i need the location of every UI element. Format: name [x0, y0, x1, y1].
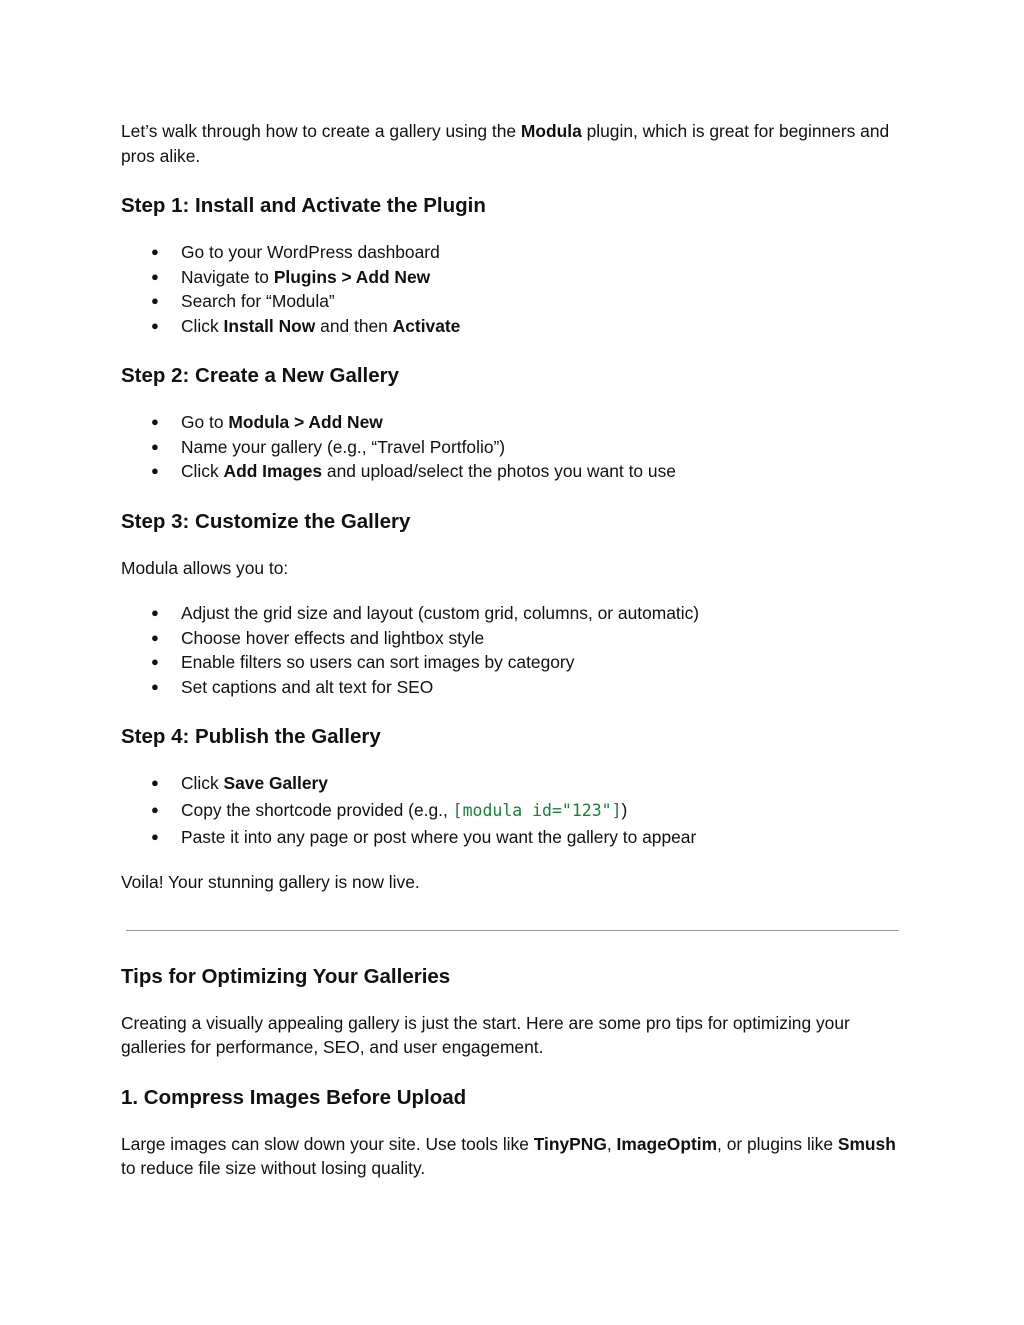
step3-list — [121, 601, 901, 699]
bullet-icon: ● — [151, 463, 159, 478]
bullet-icon: ● — [151, 828, 159, 844]
bullet-icon: ● — [151, 293, 159, 308]
horizontal-divider — [126, 930, 899, 931]
list-item: ● Search for “Modula” — [121, 289, 901, 314]
list-item: ● Go to your WordPress dashboard — [121, 240, 901, 265]
bullet-icon: ● — [151, 775, 159, 790]
intro-paragraph: Let’s walk through how to create a gallery using the Modula plugin, which is great for beginners and pros alike. — [121, 121, 890, 166]
bullet-icon: ● — [151, 244, 159, 259]
bullet-icon: ● — [151, 629, 159, 645]
bullet-icon: ● — [151, 605, 159, 620]
bullet-icon: ● — [151, 317, 159, 333]
list-item: ● Copy the shortcode provided (e.g., [modula id="123"]) — [121, 796, 901, 825]
document-page — [121, 119, 901, 1181]
tips-paragraph: Creating a visually appealing gallery is just the start. Here are some pro tips for optimizing your galleries for performance, SEO, and user engagement. — [121, 1012, 850, 1057]
bullet-icon: ● — [151, 438, 159, 454]
list-item: ● Navigate to Plugins > Add New — [121, 265, 901, 290]
bullet-icon: ● — [151, 801, 159, 817]
step2-list — [121, 410, 901, 484]
list-item: ● Choose hover effects and lightbox style — [121, 626, 901, 651]
shortcode-code: [modula id="123"] — [452, 800, 622, 820]
list-item: ● Go to Modula > Add New — [121, 410, 901, 435]
bullet-icon: ● — [151, 268, 159, 284]
step1-list — [121, 240, 901, 338]
list-item: ● Click Install Now and then Activate — [121, 314, 901, 339]
tip1-heading: 1. Compress Images Before Upload — [121, 1085, 467, 1109]
list-item: ● Set captions and alt text for SEO — [121, 675, 901, 700]
list-item: ● Paste it into any page or post where you want the gallery to appear — [121, 825, 901, 850]
tips-heading: Tips for Optimizing Your Galleries — [121, 964, 451, 988]
bullet-icon: ● — [151, 678, 159, 694]
list-item: ● Click Save Gallery — [121, 771, 901, 796]
step2-heading: Step 2: Create a New Gallery — [121, 364, 400, 387]
modula-bold: Modula — [520, 121, 582, 141]
bullet-icon: ● — [151, 654, 159, 669]
list-item: ● Name your gallery (e.g., “Travel Portfolio”) — [121, 435, 901, 460]
bullet-icon: ● — [151, 414, 159, 429]
step4-heading: Step 4: Publish the Gallery — [121, 725, 381, 748]
step1-heading: Step 1: Install and Activate the Plugin — [121, 194, 486, 217]
list-item: ● Click Add Images and upload/select the photos you want to use — [121, 459, 901, 484]
outro-paragraph: Voila! Your stunning gallery is now live. — [121, 872, 420, 892]
list-item: ● Enable filters so users can sort images by category — [121, 650, 901, 675]
tip1-paragraph: Large images can slow down your site. Use tools like TinyPNG, ImageOptim, or plugins like Smush to reduce file size without losing quality. — [121, 1133, 896, 1178]
step3-heading: Step 3: Customize the Gallery — [121, 509, 411, 533]
step4-list — [121, 771, 901, 849]
list-item: ● Adjust the grid size and layout (custom grid, columns, or automatic) — [121, 601, 901, 626]
step3-lead: Modula allows you to: — [121, 557, 289, 578]
